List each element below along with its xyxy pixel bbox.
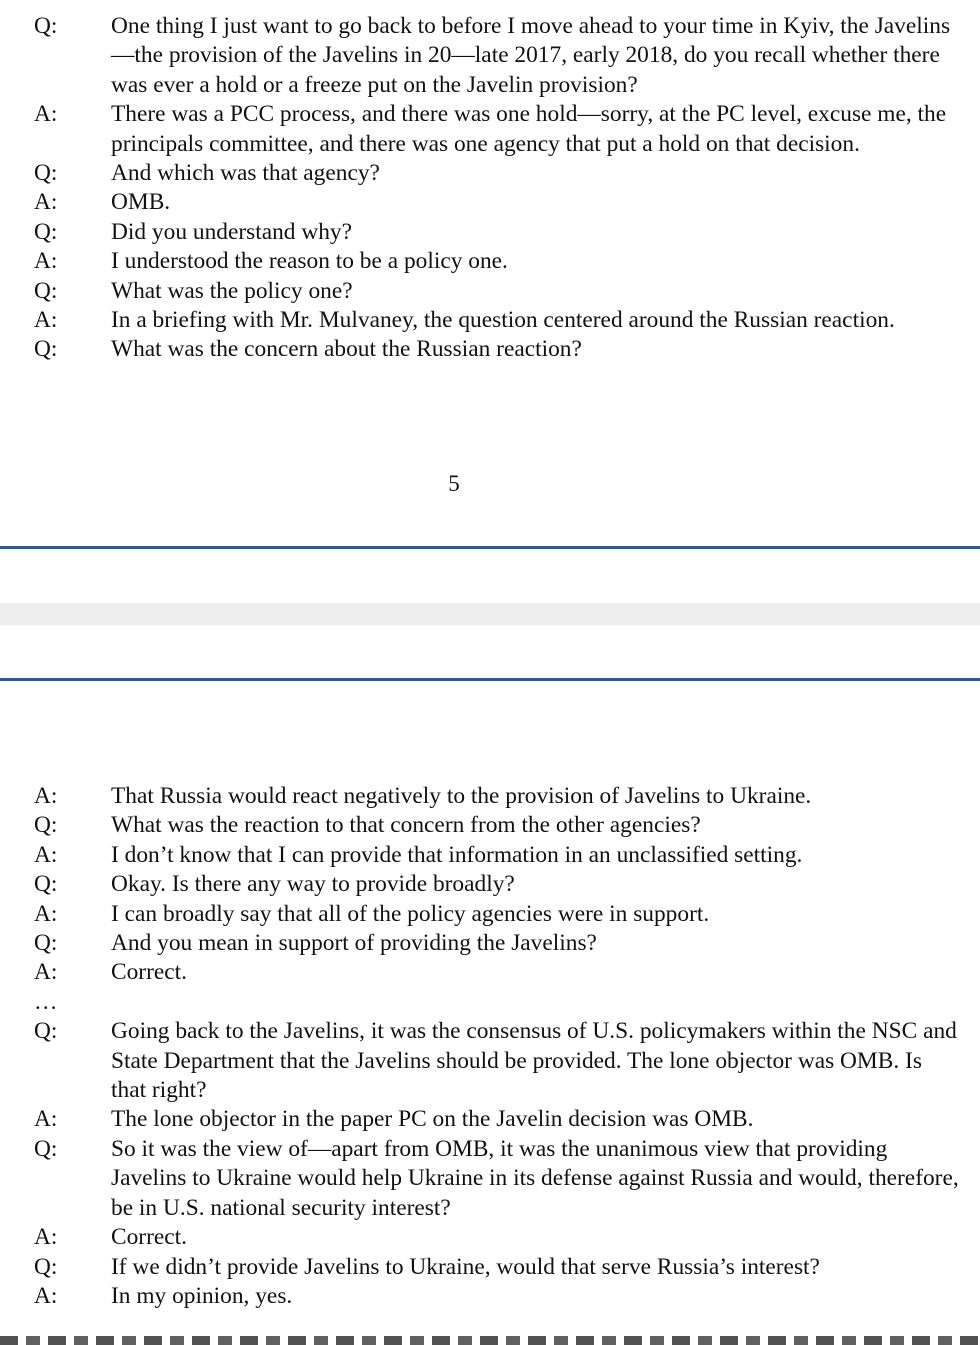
utterance-text: That Russia would react negatively to the provision of Javelins to Ukraine.: [111, 783, 812, 809]
transcript-block-bottom: [34, 782, 964, 1311]
speaker-label: A:: [34, 101, 58, 128]
speaker-label: A:: [34, 783, 58, 809]
transcript-row: [34, 218, 964, 247]
transcript-row: [34, 900, 964, 929]
transcript-row: [34, 247, 964, 276]
utterance-text: So it was the view of—apart from OMB, it was the unanimous view that providing Javelins to Ukraine would help Ukraine in its defense against Russia and would, therefore, be in U.S. national security interest?: [111, 1135, 959, 1221]
utterance-text: Correct.: [111, 1224, 187, 1251]
speaker-label: Q:: [34, 1018, 58, 1045]
speaker-label: Q:: [34, 13, 58, 39]
transcript-row: [34, 782, 964, 811]
utterance-text: I understood the reason to be a policy one.: [111, 248, 508, 275]
speaker-label: A:: [34, 959, 58, 986]
page-gap: [0, 549, 980, 678]
speaker-label: A:: [34, 841, 58, 868]
speaker-label: Q:: [34, 218, 58, 245]
utterance-text: What was the concern about the Russian reaction?: [111, 336, 582, 363]
speaker-label: A:: [34, 307, 58, 334]
cut-off-text-line: [0, 1336, 980, 1345]
utterance-text: What was the policy one?: [111, 277, 353, 304]
utterance-text: One thing I just want to go back to before I move ahead to your time in Kyiv, the Javelins—the provision of the Javelins in 20—late 2017, early 2018, do you recall whether there was ever a hold or a freeze put on the Javelin provision?: [111, 13, 951, 98]
speaker-label: A:: [34, 1224, 58, 1251]
utterance-text: I don’t know that I can provide that information in an unclassified setting.: [111, 841, 803, 868]
speaker-label: A:: [34, 900, 58, 927]
utterance-text: If we didn’t provide Javelins to Ukraine, would that serve Russia’s interest?: [111, 1253, 820, 1280]
page-number: 5: [448, 471, 460, 496]
page-gap-band: [0, 603, 980, 625]
transcript-row: [34, 870, 964, 899]
utterance-text: And you mean in support of providing the Javelins?: [111, 930, 597, 957]
transcript-row: [34, 929, 964, 958]
speaker-label: Q:: [34, 930, 58, 957]
transcript-row: [34, 1223, 964, 1252]
transcript-row: [34, 958, 964, 987]
transcript-row: [34, 306, 964, 335]
utterance-text: And which was that agency?: [111, 160, 380, 187]
transcript-row: [34, 277, 964, 306]
transcript-ellipsis-row: [34, 988, 964, 1017]
speaker-label: A:: [34, 1106, 58, 1133]
ellipsis-marker: …: [34, 988, 59, 1015]
speaker-label: Q:: [34, 1253, 58, 1280]
speaker-label: Q:: [34, 160, 58, 187]
speaker-label: A:: [34, 248, 58, 275]
transcript-row: [34, 1017, 964, 1105]
utterance-text: The lone objector in the paper PC on the Javelin decision was OMB.: [111, 1106, 754, 1133]
transcript-row: [34, 1105, 964, 1134]
transcript-row: [34, 1253, 964, 1282]
speaker-label: Q:: [34, 1135, 58, 1162]
transcript-row: [34, 100, 964, 159]
utterance-text: In my opinion, yes.: [111, 1282, 293, 1309]
speaker-label: Q:: [34, 277, 58, 304]
utterance-text: Did you understand why?: [111, 218, 353, 245]
transcript-row: [34, 159, 964, 188]
speaker-label: A:: [34, 189, 58, 216]
transcript-row: [34, 1282, 964, 1311]
utterance-text: There was a PCC process, and there was one hold—sorry, at the PC level, excuse me, the principals committee, and there was one agency that put a hold on that decision.: [111, 101, 947, 157]
transcript-row: [34, 1135, 964, 1223]
transcript-page-top: [0, 0, 980, 547]
utterance-text: OMB.: [111, 189, 171, 216]
utterance-text: Correct.: [111, 959, 187, 986]
utterance-text: What was the reaction to that concern from the other agencies?: [111, 812, 701, 839]
utterance-text: Okay. Is there any way to provide broadly?: [111, 871, 515, 898]
utterance-text: In a briefing with Mr. Mulvaney, the question centered around the Russian reaction.: [111, 307, 895, 334]
transcript-page-bottom: [0, 681, 980, 1345]
speaker-label: Q:: [34, 812, 58, 839]
transcript-row: [34, 811, 964, 840]
transcript-row: [34, 12, 964, 100]
utterance-text: I can broadly say that all of the policy agencies were in support.: [111, 900, 710, 927]
transcript-row: [34, 188, 964, 217]
utterance-text: Going back to the Javelins, it was the consensus of U.S. policymakers within the NSC and State Department that the Javelins should be provided. The lone objector was OMB. Is that right?: [111, 1018, 957, 1104]
speaker-label: Q:: [34, 336, 58, 363]
transcript-row: [34, 335, 964, 364]
speaker-label: A:: [34, 1282, 58, 1309]
cut-off-text-fragment: [0, 1336, 980, 1345]
speaker-label: Q:: [34, 871, 58, 898]
transcript-row: [34, 841, 964, 870]
transcript-block-top: [34, 12, 964, 365]
